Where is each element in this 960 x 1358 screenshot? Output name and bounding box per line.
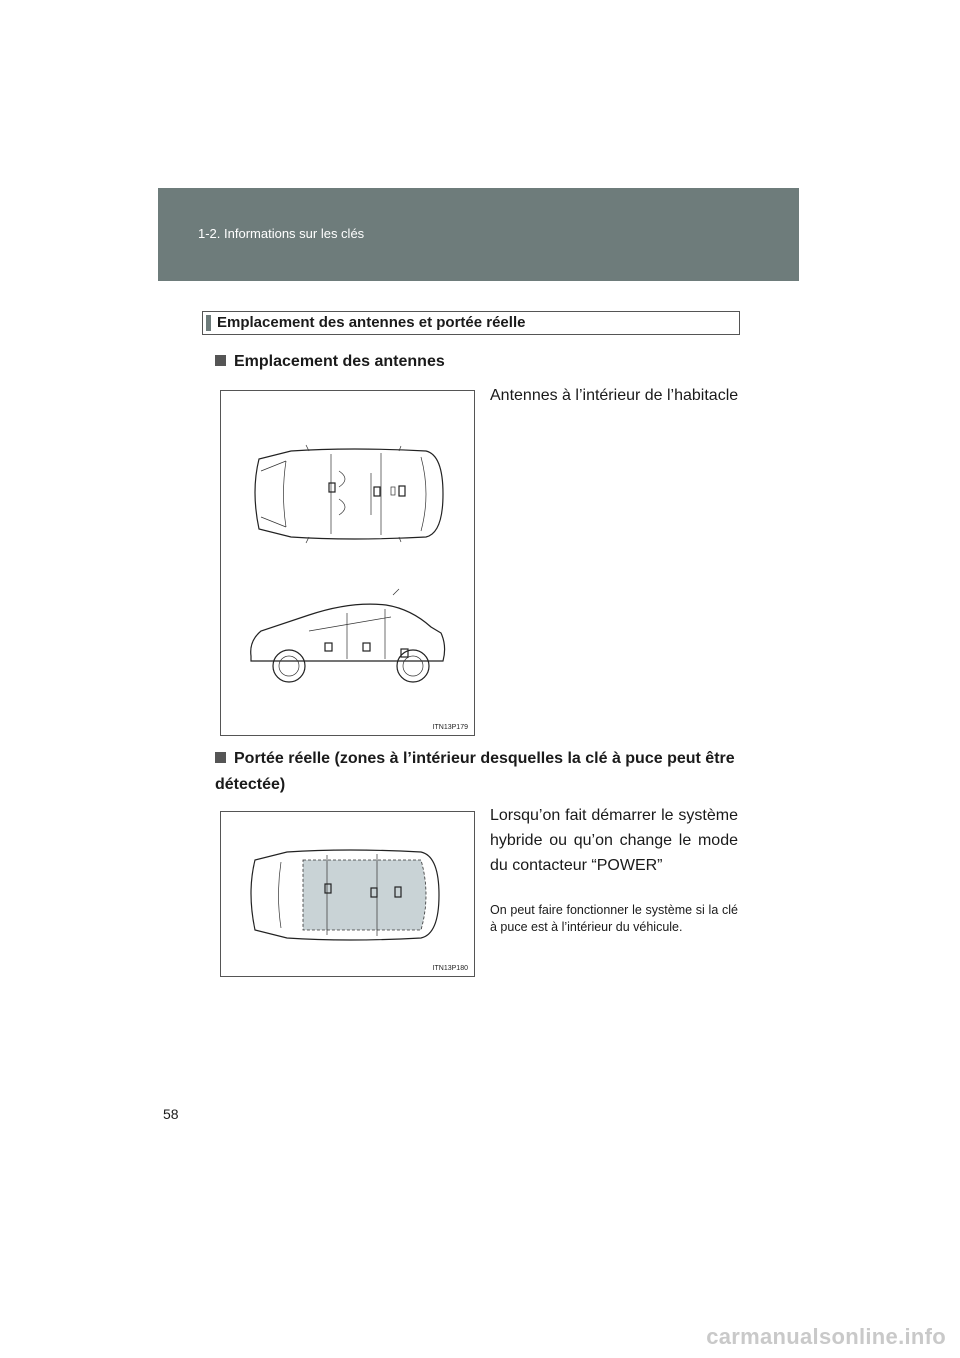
page-number: 58 xyxy=(163,1106,179,1122)
subheading-text: Portée réelle (zones à l’intérieur desquelles la clé à puce peut être détectée) xyxy=(215,750,735,793)
header-band xyxy=(158,188,799,281)
section-title: Emplacement des antennes et portée réelle xyxy=(217,314,526,331)
subheading-antenna-location xyxy=(215,349,745,375)
figure-code: ITN13P179 xyxy=(432,724,468,731)
range-caption: Lorsqu’on fait démarrer le système hybride ou qu’on change le mode du contacteur “POWER” xyxy=(490,807,738,874)
car-top-view-range xyxy=(251,850,439,940)
car-top-view xyxy=(255,445,443,543)
bullet-square-icon xyxy=(215,355,226,366)
car-range-diagram xyxy=(221,812,474,976)
car-antenna-diagram xyxy=(221,391,474,735)
figure-effective-range xyxy=(220,811,475,977)
subheading-text: Emplacement des antennes xyxy=(234,353,445,370)
subheading-effective-range xyxy=(215,746,745,798)
figure-code: ITN13P180 xyxy=(432,965,468,972)
range-note: On peut faire fonctionner le système si la clé à puce est à l’intérieur du véhicule. xyxy=(490,903,738,934)
watermark: carmanualsonline.info xyxy=(706,1324,946,1349)
car-side-view xyxy=(251,589,445,682)
antenna-caption: Antennes à l’intérieur de l’habitacle xyxy=(490,387,739,404)
chapter-heading: 1-2. Informations sur les clés xyxy=(198,226,365,241)
bullet-square-icon xyxy=(215,752,226,763)
section-heading-box xyxy=(202,311,740,335)
section-marker xyxy=(206,315,211,331)
figure-antenna-location xyxy=(220,390,475,736)
